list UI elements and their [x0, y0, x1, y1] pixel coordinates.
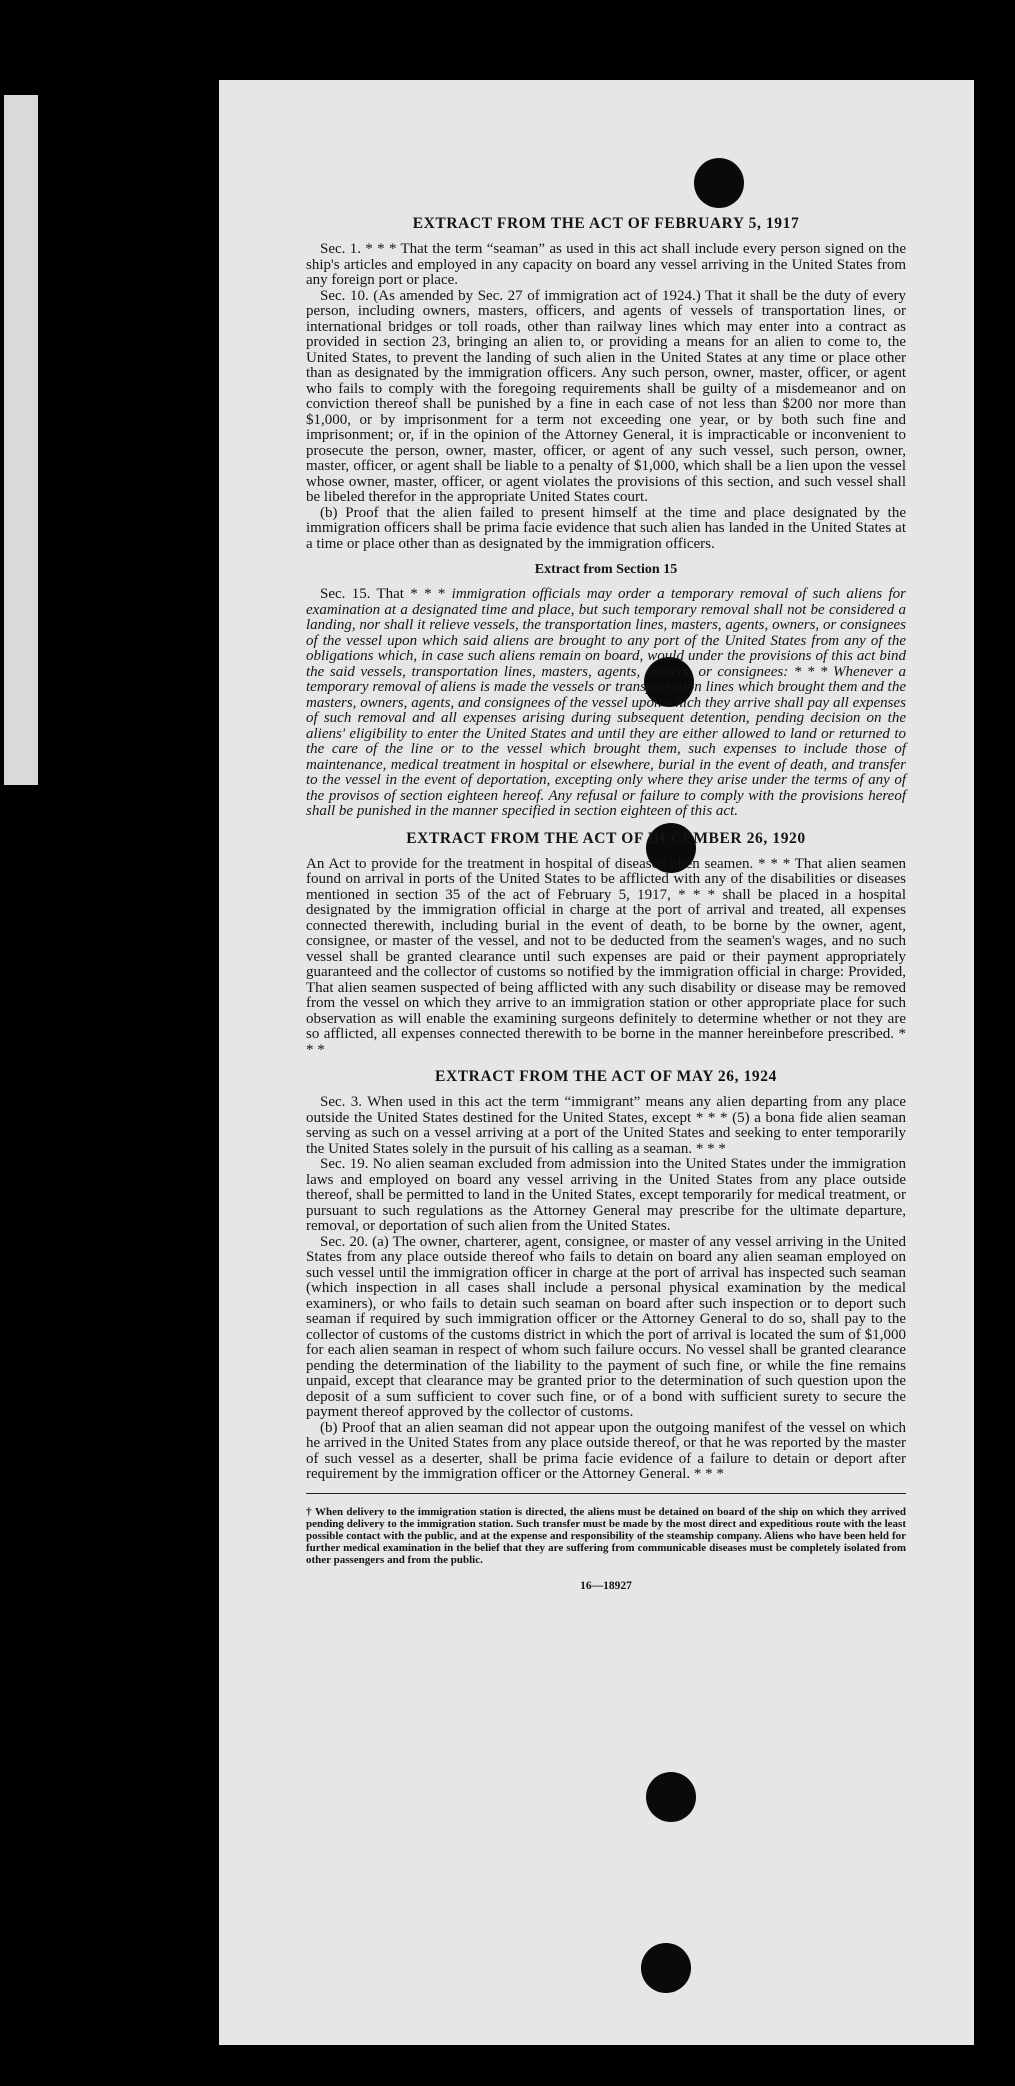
heading-act-dec-1920: EXTRACT FROM THE ACT OF DECEMBER 26, 1920 — [406, 829, 806, 847]
subheading-section-15: Extract from Section 15 — [534, 562, 678, 577]
sec-10-paragraph: Sec. 10. (As amended by Sec. 27 of immigration act of 1924.) That it shall be the duty of every person, including owners, masters, officers, and agents of vessels of transportation lines, or international bridges or toll roads, other than railway lines which may enter into a contract as provided in section 23, bringing an alien to, or providing a means for an alien to come to, the United States, to prevent the landing of such alien in the United States at any time or place other than as designated by the immigration officers. Any such person, owner, master, officer, or agent who fails to comply with the foregoing requirements shall be guilty of a misdemeanor and on conviction thereof shall be punished by a fine in each case of not less than $200 nor more than $1,000, or by imprisonment for a term not exceeding one year, or by both such fine and imprisonment; or, if in the opinion of the Attorney General, it is impracticable or inconvenient to prosecute the person, owner, master, officer, or agent of any such vessel, such person, owner, master, officer, or agent shall be liable to a penalty of $1,000, which shall be a lien upon the vessel whose owner, master, officer, or agent violates the provisions of this section, and such vessel shall be libeled therefor in the appropriate United States court. — [306, 287, 906, 505]
sec-15-text: immigration officials may order a temporary removal of such aliens for examination at a designated time and place, but such temporary removal shall not be considered a landing, nor shall it relieve vessels, the transportation lines, masters, agents, owners, or consignees of the vessel upon which said aliens are brought to any port of the United States from any of the obligations which, in case such aliens remain on board, would under the provisions of this act bind the said vessels, transportation lines, masters, agents, owners, or consignees: * * * Whenever a temporary removal of aliens is made the vessels or transportation lines which brought them and the masters, owners, agents, and consignees of the vessel upon which they arrive shall pay all expenses of such removal and all expenses arising during subsequent detention, pending decision on the aliens' eligibility to enter the United States and until they are either allowed to land or returned to the care of the line or to the vessel which brought them, such expenses to include those of maintenance, medical treatment in hospital or elsewhere, burial in the event of death, and transfer to the vessel in the event of deportation, excepting only where they arise under the terms of any of the provisos of section eighteen hereof. Any refusal or failure to comply with the provisions hereof shall be punished in the manner specified in section eighteen of this act. — [306, 586, 907, 819]
punch-hole-4 — [646, 1772, 696, 1822]
document-page — [219, 80, 974, 2045]
document-body — [306, 215, 906, 1592]
sec-15-lead: Sec. 15. That * * * — [320, 586, 452, 602]
heading-act-may-1924: EXTRACT FROM THE ACT OF MAY 26, 1924 — [435, 1068, 777, 1085]
sec-20-a-paragraph: Sec. 20. (a) The owner, charterer, agent, consignee, or master of any vessel arriving in the United States from any place outside thereof who fails to detain on board any alien seaman employed on such vessel until the immigration officer in charge at the port of arrival has inspected such seaman (which inspection in all cases shall include a personal physical examination by the medical examiners), or who fails to detain such seaman on board after such inspection or to deport such seaman if required by such immigration officer or the Attorney General to do so, shall pay to the collector of customs of the customs district in which the port of arrival is located the sum of $1,000 for each alien seaman in respect of whom such failure occurs. No vessel shall be granted clearance pending the determination of the liability to the payment of such fine, or while the fine remains unpaid, except that clearance may be granted prior to the determination of such question upon the deposit of a sum sufficient to cover such fine, or of a bond with sufficient surety to secure the payment thereof approved by the collector of customs. — [306, 1233, 906, 1420]
proof-b-paragraph: (b) Proof that the alien failed to present himself at the time and place designated by the immigration officers shall be prima facie evidence that such alien has landed in the United States at a time or place other than as designated by the immigration officers. — [306, 504, 906, 552]
punch-hole-1 — [694, 158, 744, 208]
form-number: 16—18927 — [580, 1579, 632, 1592]
sec-20-b-paragraph: (b) Proof that an alien seaman did not appear upon the outgoing manifest of the vessel on which he arrived in the United States from any place outside thereof, or that he was reported by the master of such vessel as a deserter, shall be prima facie evidence of a failure to detain or deport after requirement by the immigration officer or the Attorney General. * * * — [306, 1419, 906, 1482]
sec-1-paragraph: Sec. 1. * * * That the term “seaman” as used in this act shall include every person signed on the ship's articles and employed in any capacity on board any vessel arriving in the United States from any foreign port or place. — [306, 241, 906, 288]
sec-19-paragraph: Sec. 19. No alien seaman excluded from admission into the United States under the immigration laws and employed on board any vessel arriving in the United States from any place outside thereof, shall be permitted to land in the United States, except temporarily for medical treatment, or pursuant to such regulations as the Attorney General may prescribe for the ultimate departure, removal, or deportation of such alien from the United States. — [306, 1156, 906, 1234]
footnote-divider — [306, 1493, 906, 1494]
sec-15-paragraph — [306, 587, 906, 820]
punch-hole-5 — [641, 1943, 691, 1993]
adjacent-page-edge — [4, 95, 38, 785]
footnote: † When delivery to the immigration station is directed, the aliens must be detained on board of the ship on which they arrived pending delivery to the immigration station. Such transfer must be made by the most direct and expeditious route with the least possible contact with the public, and at the expense and responsibility of the steamship company. Aliens who have been held for further medical examination in the belief that they are suffering from communicable diseases must be completely isolated from other passengers and from the public. — [306, 1505, 906, 1566]
act-1920-paragraph: An Act to provide for the treatment in hospital of diseased alien seamen. * * * That alien seamen found on arrival in ports of the United States to be afflicted with any of the disabilities or diseases mentioned in section 35 of the act of February 5, 1917, * * * shall be placed in a hospital designated by the immigration official in charge at the port of arrival and treated, all expenses connected therewith, including burial in the event of death, to be borne by the owner, agent, consignee, or master of the vessel, and not to be deducted from the seamen's wages, and no such vessel shall be granted clearance until such expenses are paid or their payment appropriately guaranteed and the collector of customs so notified by the immigration official in charge: Provided, That alien seamen suspected of being afflicted with any such disability or disease may be removed from the vessel on which they arrive to an immigration station or other appropriate place for such observation as will enable the examining surgeons definitely to determine whether or not they are so afflicted, all expenses connected therewith to be borne in the manner hereinbefore prescribed. * * * — [306, 855, 906, 1058]
heading-act-feb-1917: EXTRACT FROM THE ACT OF FEBRUARY 5, 1917 — [412, 215, 800, 232]
sec-3-paragraph: Sec. 3. When used in this act the term “immigrant” means any alien departing from any place outside the United States destined for the United States, except * * * (5) a bona fide alien seaman serving as such on a vessel arriving at a port of the United States and seeking to enter temporarily the United States solely in the pursuit of his calling as a seaman. * * * — [306, 1094, 906, 1157]
